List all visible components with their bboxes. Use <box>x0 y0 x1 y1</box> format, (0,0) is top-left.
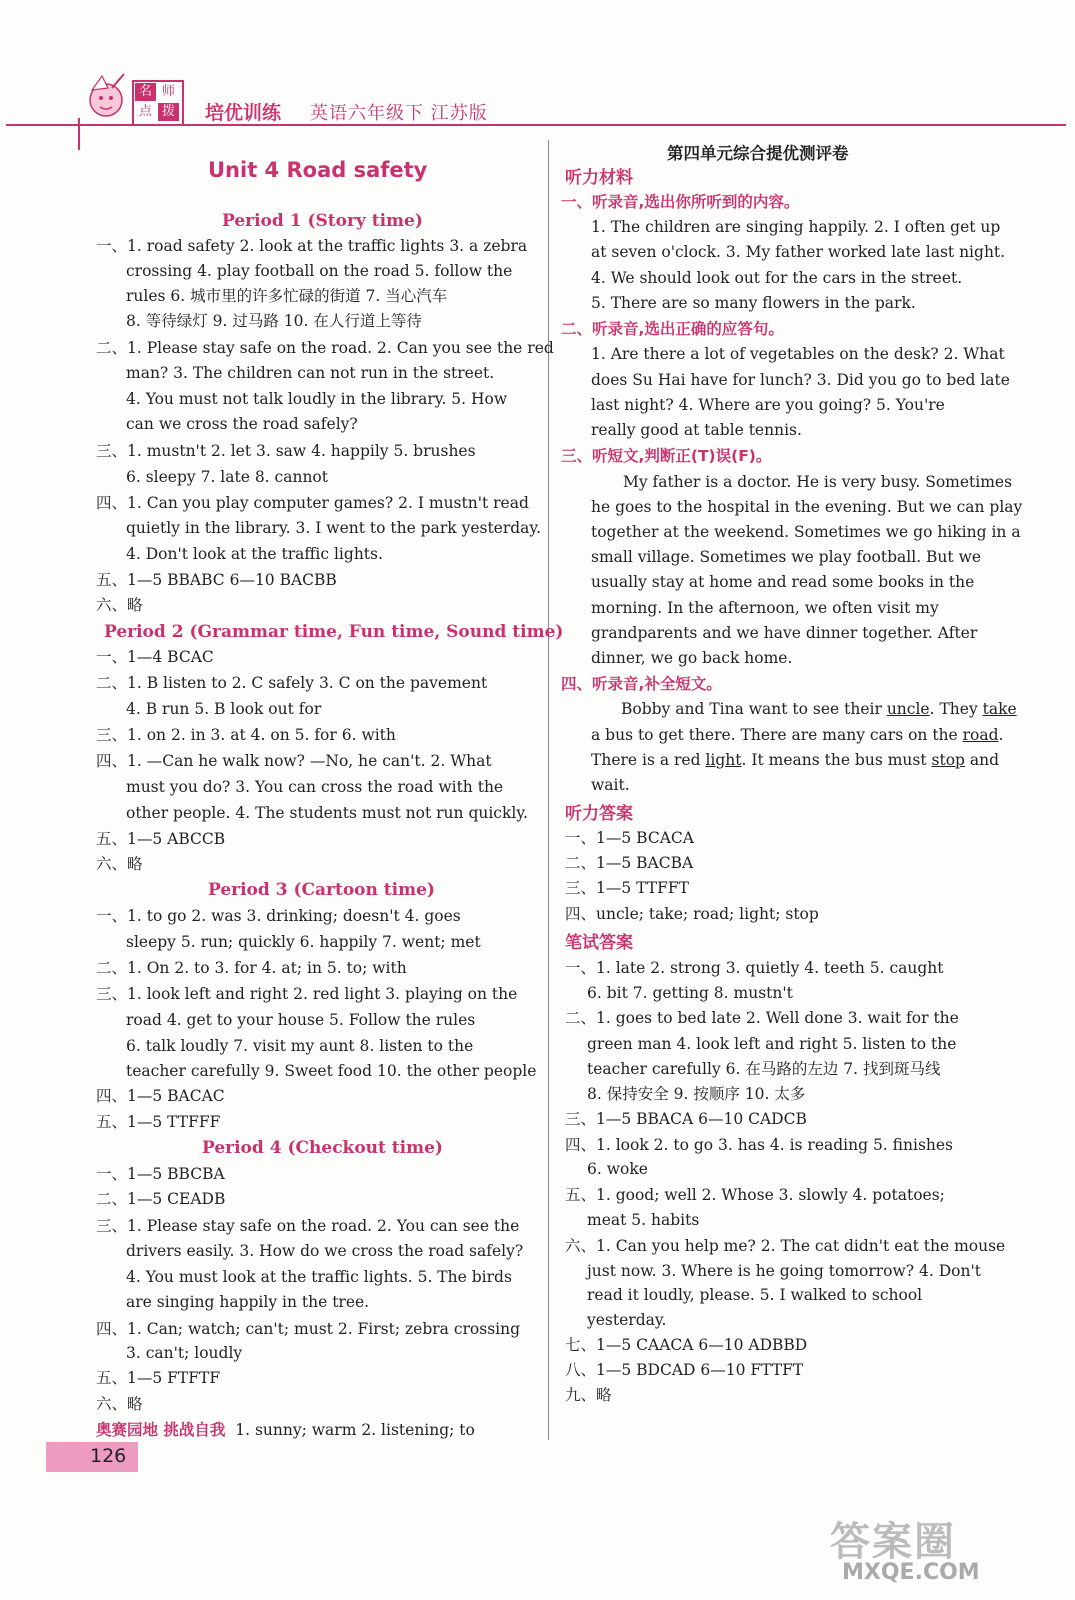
material-line: at seven o'clock. 3. My father worked late last night. <box>591 243 1006 261</box>
answer-line: 一、1—4 BCAC <box>96 648 214 666</box>
answer-line: 七、1—5 CAACA 6—10 ADBBD <box>565 1336 808 1354</box>
passage-line: dinner, we go back home. <box>591 649 793 667</box>
listening-answers-heading: 听力答案 <box>565 804 633 824</box>
book-subtitle: 英语六年级下 江苏版 <box>310 103 488 124</box>
passage-line: usually stay at home and read some books in the <box>591 573 975 591</box>
watermark: 答案圈 <box>830 1519 956 1565</box>
blank-word: stop <box>931 751 965 769</box>
answer-line: drivers easily. 3. How do we cross the road safely? <box>126 1242 524 1260</box>
blank-word: light <box>705 751 742 769</box>
answer-line: 四、1. Can you play computer games? 2. I mustn't read <box>96 494 529 512</box>
answer-line: 一、1—5 BBCBA <box>96 1165 225 1183</box>
period-3-title: Period 3 (Cartoon time) <box>208 880 435 900</box>
answer-line: 三、1. look left and right 2. red light 3. playing on the <box>96 985 518 1003</box>
answer-line: 五、1—5 FTFTF <box>96 1369 221 1387</box>
answer-line: 五、1—5 ABCCB <box>96 830 226 848</box>
badge-char: 点 <box>135 103 156 121</box>
answer-line: 4. Don't look at the traffic lights. <box>126 545 383 563</box>
answer-line: road 4. get to your house 5. Follow the rules <box>126 1011 476 1029</box>
answer-line: can we cross the road safely? <box>126 415 358 433</box>
question-heading: 一、听录音,选出你所听到的内容。 <box>561 193 800 211</box>
answer-line: 二、1—5 CEADB <box>96 1190 226 1208</box>
answer-line: meat 5. habits <box>587 1211 700 1229</box>
answer-line: rules 6. 城市里的许多忙碌的街道 7. 当心汽车 <box>126 287 448 305</box>
answer-line: 6. talk loudly 7. visit my aunt 8. listen to the <box>126 1037 474 1055</box>
answer-line: 4. B run 5. B look out for <box>126 700 322 718</box>
answer-line: 六、略 <box>96 596 143 614</box>
answer-line: read it loudly, please. 5. I walked to school <box>587 1286 923 1304</box>
period-2-title: Period 2 (Grammar time, Fun time, Sound time) <box>104 622 564 642</box>
passage-line: grandparents and we have dinner together. After <box>591 624 978 642</box>
passage-line: morning. In the afternoon, we often visit my <box>591 599 939 617</box>
material-line: last night? 4. Where are you going? 5. You're <box>591 396 945 414</box>
answer-line: teacher carefully 6. 在马路的左边 7. 找到斑马线 <box>587 1060 941 1078</box>
brand-badge <box>132 80 184 126</box>
passage-line: he goes to the hospital in the evening. But we can play <box>591 498 1023 516</box>
material-line: 1. The children are singing happily. 2. I often get up <box>591 218 1001 236</box>
answer-line: 八、1—5 BDCAD 6—10 FTTFT <box>565 1361 804 1379</box>
answer-line: 一、1. late 2. strong 3. quietly 4. teeth 5. caught <box>565 959 944 977</box>
listening-material-heading: 听力材料 <box>565 168 633 188</box>
blank-word: take <box>982 700 1017 718</box>
answer-line: other people. 4. The students must not run quickly. <box>126 804 528 822</box>
badge-char: 名 <box>135 83 156 101</box>
answer-line: 6. sleepy 7. late 8. cannot <box>126 468 328 486</box>
column-divider <box>548 140 549 1440</box>
passage-line: small village. Sometimes we play football. But we <box>591 548 982 566</box>
passage-line: There is a red light. It means the bus must stop and <box>591 751 1000 769</box>
unit-title: Unit 4 Road safety <box>208 158 428 182</box>
answer-line: 4. You must not talk loudly in the library. 5. How <box>126 390 508 408</box>
page-number: 126 <box>90 1445 127 1467</box>
answer-line: 三、1—5 BBACA 6—10 CADCB <box>565 1110 807 1128</box>
question-heading: 四、听录音,补全短文。 <box>561 675 722 693</box>
answer-line: 6. bit 7. getting 8. mustn't <box>587 984 793 1002</box>
answer-line: 8. 等待绿灯 9. 过马路 10. 在人行道上等待 <box>126 312 422 330</box>
answer-line: 四、1. —Can he walk now? —No, he can't. 2. What <box>96 752 492 770</box>
answer-line: 二、1. goes to bed late 2. Well done 3. wait for the <box>565 1009 959 1027</box>
answer-line: 三、1. on 2. in 3. at 4. on 5. for 6. with <box>96 726 396 744</box>
passage-line: together at the weekend. Sometimes we go hiking in a <box>591 523 1021 541</box>
answer-line: 一、1. road safety 2. look at the traffic lights 3. a zebra <box>96 237 528 255</box>
answer-line: 一、1—5 BCACA <box>565 829 694 847</box>
answer-line: crossing 4. play football on the road 5. follow the <box>126 262 513 280</box>
answer-line: 三、1. mustn't 2. let 3. saw 4. happily 5. brushes <box>96 442 476 460</box>
question-heading: 二、听录音,选出正确的应答句。 <box>561 320 784 338</box>
answer-line: 3. can't; loudly <box>126 1344 243 1362</box>
answer-line: must you do? 3. You can cross the road with the <box>126 778 504 796</box>
passage-line: wait. <box>591 776 630 794</box>
olympiad-text: 1. sunny; warm 2. listening; to <box>235 1421 475 1439</box>
blank-word: road <box>962 726 999 744</box>
blank-word: uncle <box>886 700 930 718</box>
olympiad-line <box>96 1419 475 1441</box>
answer-line: 四、1—5 BACAC <box>96 1087 225 1105</box>
answer-line: 六、略 <box>96 1395 143 1413</box>
badge-char: 拨 <box>158 103 179 121</box>
answer-line: 三、1—5 TTFFT <box>565 879 689 897</box>
mascot-icon <box>78 70 134 124</box>
answer-line: 五、1—5 BBABC 6—10 BACBB <box>96 571 337 589</box>
answer-line: man? 3. The children can not run in the street. <box>126 364 495 382</box>
written-answers-heading: 笔试答案 <box>565 933 633 953</box>
header-rule <box>6 124 1066 126</box>
answer-line: 二、1. On 2. to 3. for 4. at; in 5. to; with <box>96 959 407 977</box>
material-line: does Su Hai have for lunch? 3. Did you go to bed late <box>591 371 1010 389</box>
answer-line: 三、1. Please stay safe on the road. 2. You can see the <box>96 1217 520 1235</box>
material-line: 5. There are so many flowers in the park. <box>591 294 916 312</box>
answer-line: 六、略 <box>96 855 143 873</box>
passage-line: Bobby and Tina want to see their uncle. They take <box>621 700 1017 718</box>
answer-line: 8. 保持安全 9. 按顺序 10. 太多 <box>587 1085 806 1103</box>
answer-line: 二、1. Please stay safe on the road. 2. Can you see the red <box>96 339 554 357</box>
answer-line: 四、1. look 2. to go 3. has 4. is reading 5. finishes <box>565 1136 954 1154</box>
answer-line: 五、1. good; well 2. Whose 3. slowly 4. potatoes; <box>565 1186 945 1204</box>
answer-line: teacher carefully 9. Sweet food 10. the other people <box>126 1062 537 1080</box>
answer-line: 六、1. Can you help me? 2. The cat didn't eat the mouse <box>565 1237 1006 1255</box>
answer-line: just now. 3. Where is he going tomorrow? 4. Don't <box>587 1262 981 1280</box>
answer-line: 五、1—5 TTFFF <box>96 1113 221 1131</box>
answer-line: 二、1—5 BACBA <box>565 854 694 872</box>
answer-line: 四、uncle; take; road; light; stop <box>565 905 819 923</box>
passage-line: a bus to get there. There are many cars on the road. <box>591 726 1004 744</box>
question-heading: 三、听短文,判断正(T)误(F)。 <box>561 447 772 465</box>
badge-char: 师 <box>158 83 179 101</box>
answer-line: are singing happily in the tree. <box>126 1293 370 1311</box>
watermark-url: MXQE.COM <box>842 1560 980 1585</box>
answer-line: 九、略 <box>565 1386 612 1404</box>
material-line: 1. Are there a lot of vegetables on the desk? 2. What <box>591 345 1005 363</box>
answer-line: 一、1. to go 2. was 3. drinking; doesn't 4. goes <box>96 907 461 925</box>
answer-line: 四、1. Can; watch; can't; must 2. First; zebra crossing <box>96 1320 521 1338</box>
header-vertical-rule <box>78 118 80 150</box>
material-line: really good at table tennis. <box>591 421 802 439</box>
answer-line: yesterday. <box>587 1311 667 1329</box>
answer-line: sleepy 5. run; quickly 6. happily 7. went; met <box>126 933 481 951</box>
answer-line: green man 4. look left and right 5. listen to the <box>587 1035 957 1053</box>
answer-line: 4. You must look at the traffic lights. 5. The birds <box>126 1268 512 1286</box>
passage-line: My father is a doctor. He is very busy. Sometimes <box>623 473 1013 491</box>
period-4-title: Period 4 (Checkout time) <box>202 1138 443 1158</box>
answer-line: 二、1. B listen to 2. C safely 3. C on the pavement <box>96 674 488 692</box>
test-title: 第四单元综合提优测评卷 <box>667 144 849 163</box>
period-1-title: Period 1 (Story time) <box>222 211 423 231</box>
answer-line: 6. woke <box>587 1160 648 1178</box>
book-title: 培优训练 <box>205 102 282 124</box>
material-line: 4. We should look out for the cars in the street. <box>591 269 963 287</box>
page-header <box>0 0 1075 135</box>
answer-line: quietly in the library. 3. I went to the park yesterday. <box>126 519 542 537</box>
olympiad-label: 奥赛园地 挑战自我 <box>96 1420 226 1439</box>
